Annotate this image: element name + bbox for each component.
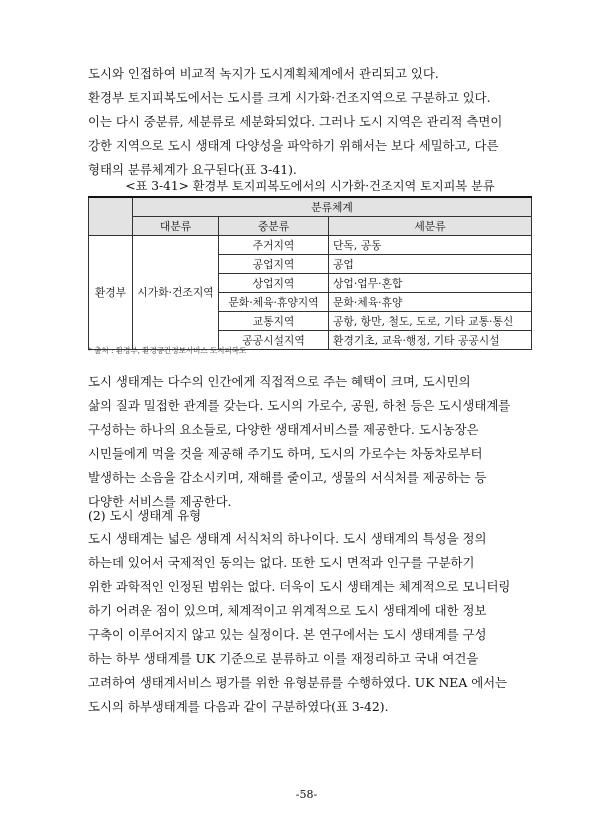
- text-line: 형태의 분류체계가 요구된다(표 3-41).: [88, 162, 297, 177]
- table-sub-cell: 상업·업무·혼합: [329, 274, 532, 293]
- page-number: -58-: [295, 788, 318, 801]
- table-source-note: * 출처 : 환경부, 환경공간정보서비스 토지피복도: [88, 346, 247, 355]
- text-line: 삶의 질과 밀접한 관계를 갖는다. 도시의 가로수, 공원, 하천 등은 도시생태계를: [88, 398, 511, 413]
- text-line: 발생하는 소음을 감소시키며, 재해를 줄이고, 생물의 서식처를 제공하는 등: [88, 470, 487, 485]
- table-mid-cell: 교통지역: [219, 312, 329, 331]
- text-line: 구축이 이루어지지 않고 있는 실정이다. 본 연구에서는 도시 생태계를 구성: [88, 627, 487, 642]
- table-header-sub: 세분류: [329, 217, 532, 236]
- table-sub-cell: 공항, 항만, 철도, 도로, 기타 교통·통신: [329, 312, 532, 331]
- text-line: 위한 과학적인 인정된 범위는 없다. 더욱이 도시 생태계는 체계적으로 모니터링: [88, 579, 511, 594]
- text-line: 고려하여 생태계서비스 평가를 위한 유형분류를 수행하였다. UK NEA 에서는: [88, 675, 508, 690]
- table-sub-cell: 문화·체육·휴양: [329, 293, 532, 312]
- paragraph-urban-ecosystem: [88, 370, 532, 514]
- paragraph-intro: [88, 62, 532, 182]
- table-sub-cell: 공업: [329, 255, 532, 274]
- table-mid-cell: 주거지역: [219, 236, 329, 255]
- text-line: 도시 생태계는 넓은 생태계 서식처의 하나이다. 도시 생태계의 특성을 정의: [88, 531, 487, 546]
- text-line: 시민들에게 먹을 것을 제공해 주기도 하며, 도시의 가로수는 차동차로부터: [88, 446, 483, 461]
- text-line: 환경부 토지피복도에서는 도시를 크게 시가화·건조지역으로 구분하고 있다.: [88, 90, 491, 105]
- table-mid-cell: 문화·체육·휴양지역: [219, 293, 329, 312]
- section-heading: (2) 도시 생태계 유형: [88, 508, 202, 523]
- text-line: 하는데 있어서 국제적인 동의는 없다. 또한 도시 면적과 인구를 구분하기: [88, 555, 475, 570]
- table-mid-cell: 공업지역: [219, 255, 329, 274]
- paragraph-ecosystem-types: [88, 527, 532, 719]
- text-line: 하는 하부 생태계를 UK 기준으로 분류하고 이를 재정리하고 국내 여건을: [88, 651, 479, 666]
- text-line: 강한 지역으로 도시 생태계 다양성을 파악하기 위해서는 보다 세밀하고, 다른: [88, 138, 499, 153]
- table-sub-cell: 단독, 공동: [329, 236, 532, 255]
- table-corner-cell: [89, 197, 133, 236]
- text-line: 하기 어려운 점이 있으며, 체계적이고 위계적으로 도시 생태계에 대한 정보: [88, 603, 487, 618]
- land-cover-table: [88, 196, 532, 350]
- table-mid-cell: 공공시설지역: [219, 331, 329, 350]
- text-line: 도시의 하부생태계를 다음과 같이 구분하였다(표 3-42).: [88, 699, 389, 714]
- text-line: 도시 생태계는 다수의 인간에게 직접적으로 주는 혜택이 크며, 도시민의: [88, 374, 471, 389]
- text-line: 다양한 서비스를 제공한다.: [88, 494, 232, 509]
- text-line: 이는 다시 중분류, 세분류로 세분화되었다. 그러나 도시 지역은 관리적 측면이: [88, 114, 503, 129]
- table-sub-cell: 환경기초, 교육·행정, 기타 공공시설: [329, 331, 532, 350]
- table-group-header: 분류체계: [133, 197, 532, 217]
- table-caption: <표 3-41> 환경부 토지피복도에서의 시가화·건조지역 토지피복 분류: [125, 179, 495, 193]
- table-header-major: 대분류: [133, 217, 219, 236]
- table-header-mid: 중분류: [219, 217, 329, 236]
- table-major-cell: 시가화·건조지역: [133, 236, 219, 350]
- table-mid-cell: 상업지역: [219, 274, 329, 293]
- table-row-label: 환경부: [89, 236, 133, 350]
- text-line: 도시와 인접하여 비교적 녹지가 도시계획체계에서 관리되고 있다.: [88, 66, 439, 81]
- text-line: 구성하는 하나의 요소들로, 다양한 생태계서비스를 제공한다. 도시농장은: [88, 422, 479, 437]
